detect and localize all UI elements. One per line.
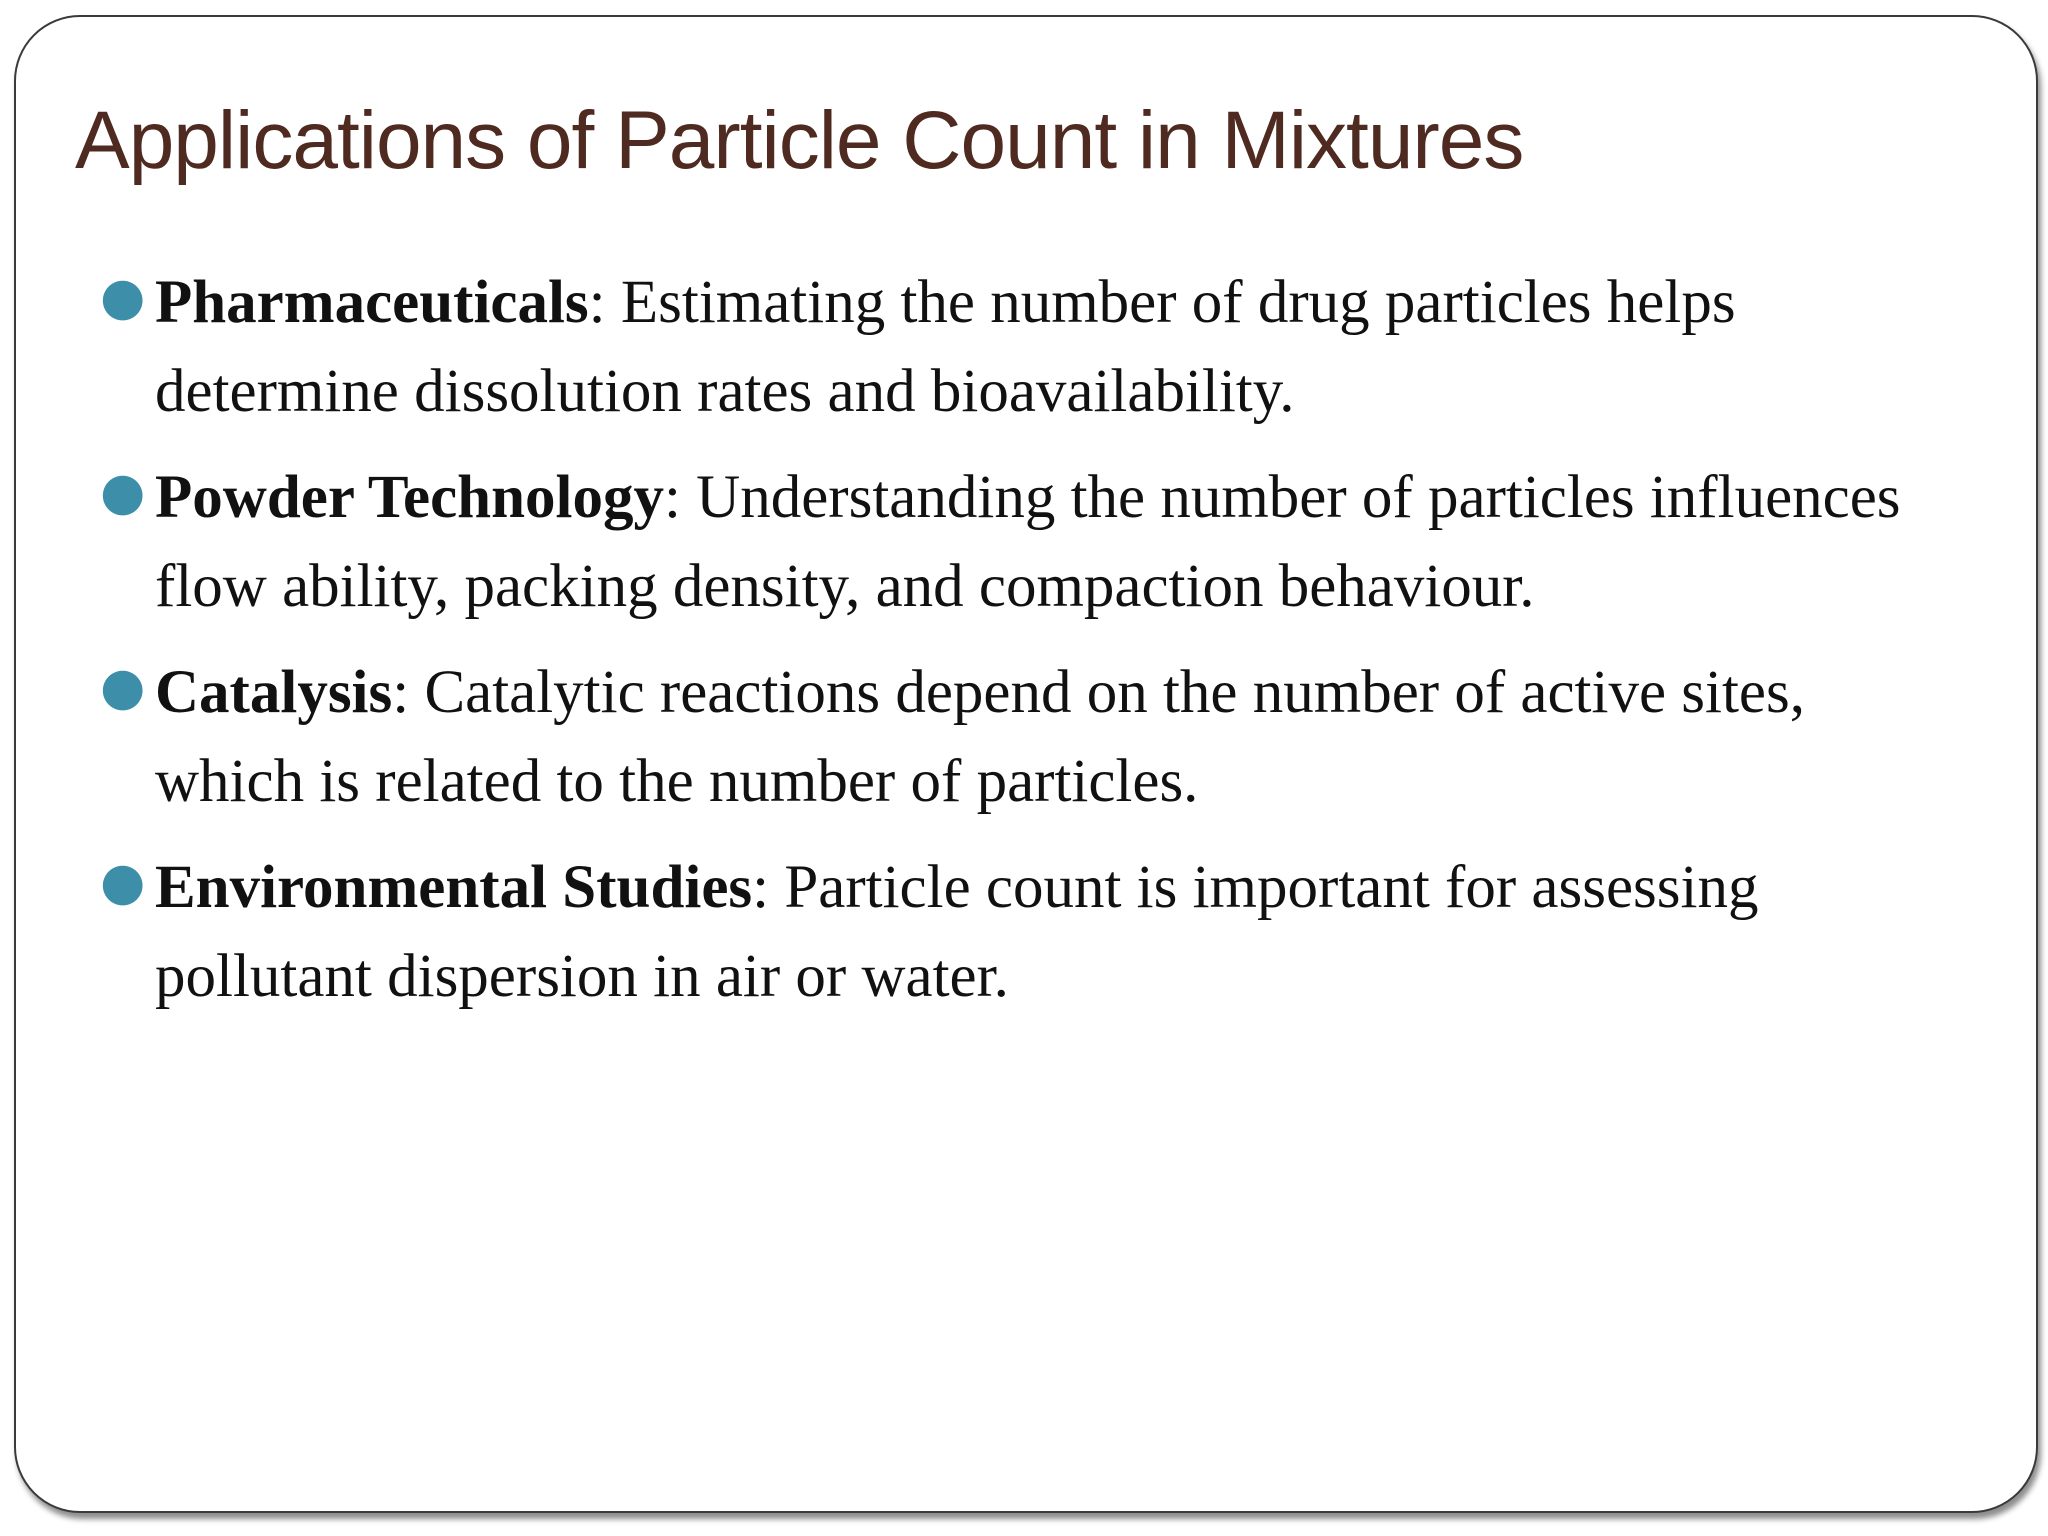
bullet-description: Particle count is important for assessing pollutant dispersion in air or water.	[155, 854, 1759, 1010]
bullet-separator: :	[588, 269, 621, 336]
bullet-description: Understanding the number of particles influences flow ability, packing density, and compaction behaviour.	[155, 464, 1901, 620]
bullet-dot-icon: ●	[100, 267, 146, 327]
bullet-dot-icon: ●	[100, 852, 146, 912]
slide-title: Applications of Particle Count in Mixtures	[75, 95, 1524, 186]
bullet-separator: :	[392, 659, 425, 726]
bullet-description: Catalytic reactions depend on the number of active sites, which is related to the number of particles.	[155, 659, 1805, 815]
bullet-item-powder-technology	[100, 453, 1960, 631]
bullet-dot-icon: ●	[100, 657, 146, 717]
bullet-term: Environmental Studies	[155, 854, 753, 921]
bullet-term: Powder Technology	[155, 464, 664, 531]
bullet-item-environmental-studies	[100, 843, 1960, 1021]
bullet-term: Catalysis	[155, 659, 393, 726]
bullet-separator: :	[663, 464, 697, 531]
bullet-list	[100, 258, 1960, 1038]
bullet-separator: :	[752, 854, 785, 921]
bullet-term: Pharmaceuticals	[155, 269, 589, 336]
bullet-item-catalysis	[100, 648, 1960, 826]
bullet-dot-icon: ●	[100, 462, 146, 522]
bullet-description: Estimating the number of drug particles helps determine dissolution rates and bioavailability.	[155, 269, 1736, 425]
bullet-item-pharmaceuticals	[100, 258, 1960, 436]
